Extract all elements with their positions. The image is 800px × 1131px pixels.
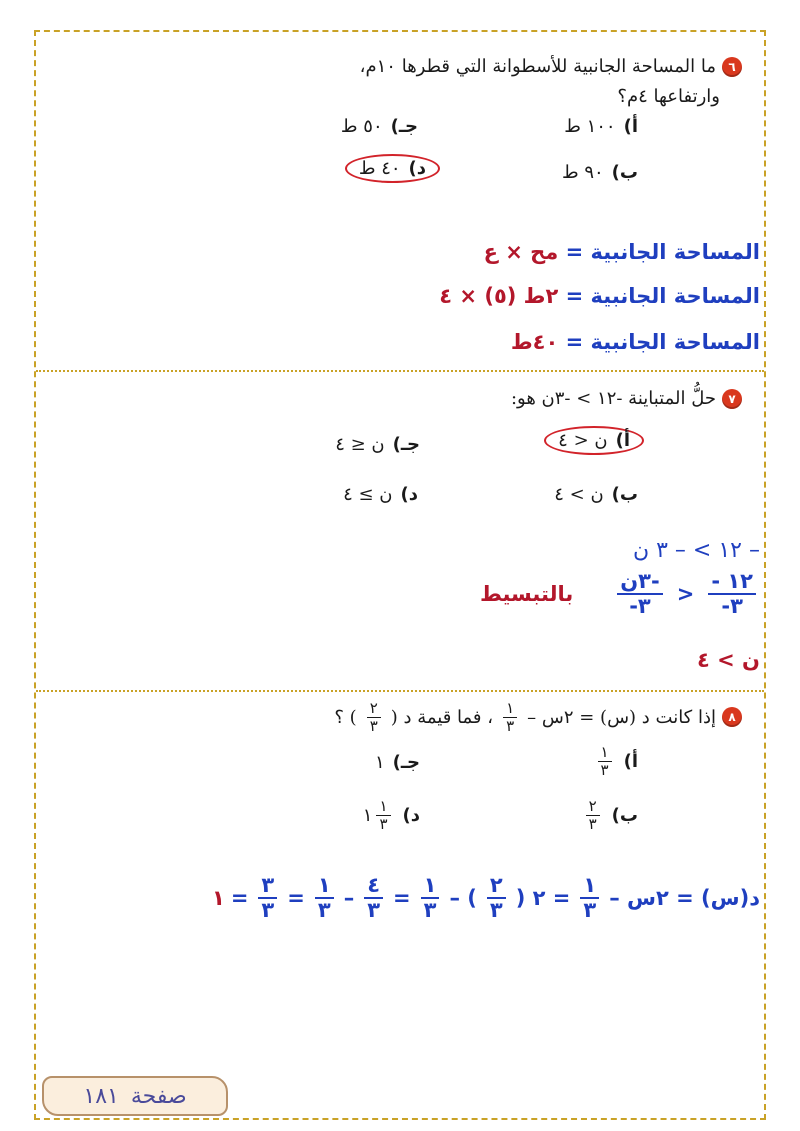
inequality-step-1: – ١٢ > – ٣ ن [632, 538, 760, 563]
option-d-circled: د)٤٠ ط [345, 158, 440, 179]
option-c: جـ)٥٠ ط [340, 116, 418, 137]
page-word: صفحة [130, 1083, 187, 1109]
question-number-badge: ٦ [722, 57, 742, 77]
option-b: ب)٩٠ ط [561, 162, 638, 183]
function-solution: د(س) = ٢س – $\frac{١}{٣}$ = ٢ ( $\frac{٢}{٣}$ ) – $\frac{١}{٣}$ = $\frac{٤}{٣}$ – $\frac{١}{٣}$ = $\frac{٣}{٣}$ = ١ [211, 873, 760, 923]
section-divider [36, 370, 764, 372]
simplify-note: بالتبسيط [480, 582, 574, 607]
solution-line-1: المساحة الجانبية = مح × ع [483, 240, 760, 264]
option-c: جـ)١ [374, 752, 420, 773]
section-divider [36, 690, 764, 692]
question-7-header [511, 388, 742, 409]
option-a: أ) $\frac{١}{٣}$ [594, 744, 638, 778]
option-a: أ)١٠٠ ط [564, 116, 638, 137]
inequality-result: ن > ٤ [697, 648, 760, 672]
question-text-line2: وارتفاعها ٤م؟ [617, 86, 720, 107]
question-number-badge: ٧ [722, 389, 742, 409]
fraction: $\frac{\text{-٣ن}}{٣-}$ [617, 570, 662, 618]
fraction: $\frac{١٢ -}{٣-}$ [708, 570, 756, 618]
option-d: د)ن ≥ ٤ [343, 484, 418, 505]
option-d: د) $\frac{١}{٣}$ ١ [362, 797, 420, 833]
page-number: ١٨١ [83, 1083, 119, 1109]
question-number-badge: ٨ [722, 707, 742, 727]
inequality-step-2: $\frac{١٢ -}{٣-}$ < $\frac{\text{-٣ن}}{٣-}$ بالتبسيط [480, 570, 760, 618]
fraction: $\frac{١}{٣}$ [503, 700, 517, 734]
solution-line-3: المساحة الجانبية = ٤٠ط [510, 330, 760, 354]
question-6-header [360, 56, 742, 77]
fraction: $\frac{٢}{٣}$ [367, 700, 381, 734]
option-c: جـ)ن ≤ ٤ [335, 434, 420, 455]
question-text: ما المساحة الجانبية للأسطوانة التي قطرها ١٠م، [359, 56, 716, 77]
option-b: ب)ن > ٤ [554, 484, 638, 505]
option-a-circled: أ)ن < ٤ [544, 430, 644, 451]
option-b: ب) $\frac{٢}{٣}$ [582, 798, 638, 832]
question-8-header: ٨ إذا كانت د (س) = ٢س – $\frac{١}{٣}$ ، فما قيمة د ( $\frac{٢}{٣}$ ) ؟ [334, 700, 742, 734]
question-text: حلُّ المتباينة -١٢ > -٣ن هو: [510, 388, 716, 409]
solution-line-2: المساحة الجانبية = ٢ط (٥) × ٤ [439, 284, 760, 308]
page-number-box [42, 1076, 228, 1116]
